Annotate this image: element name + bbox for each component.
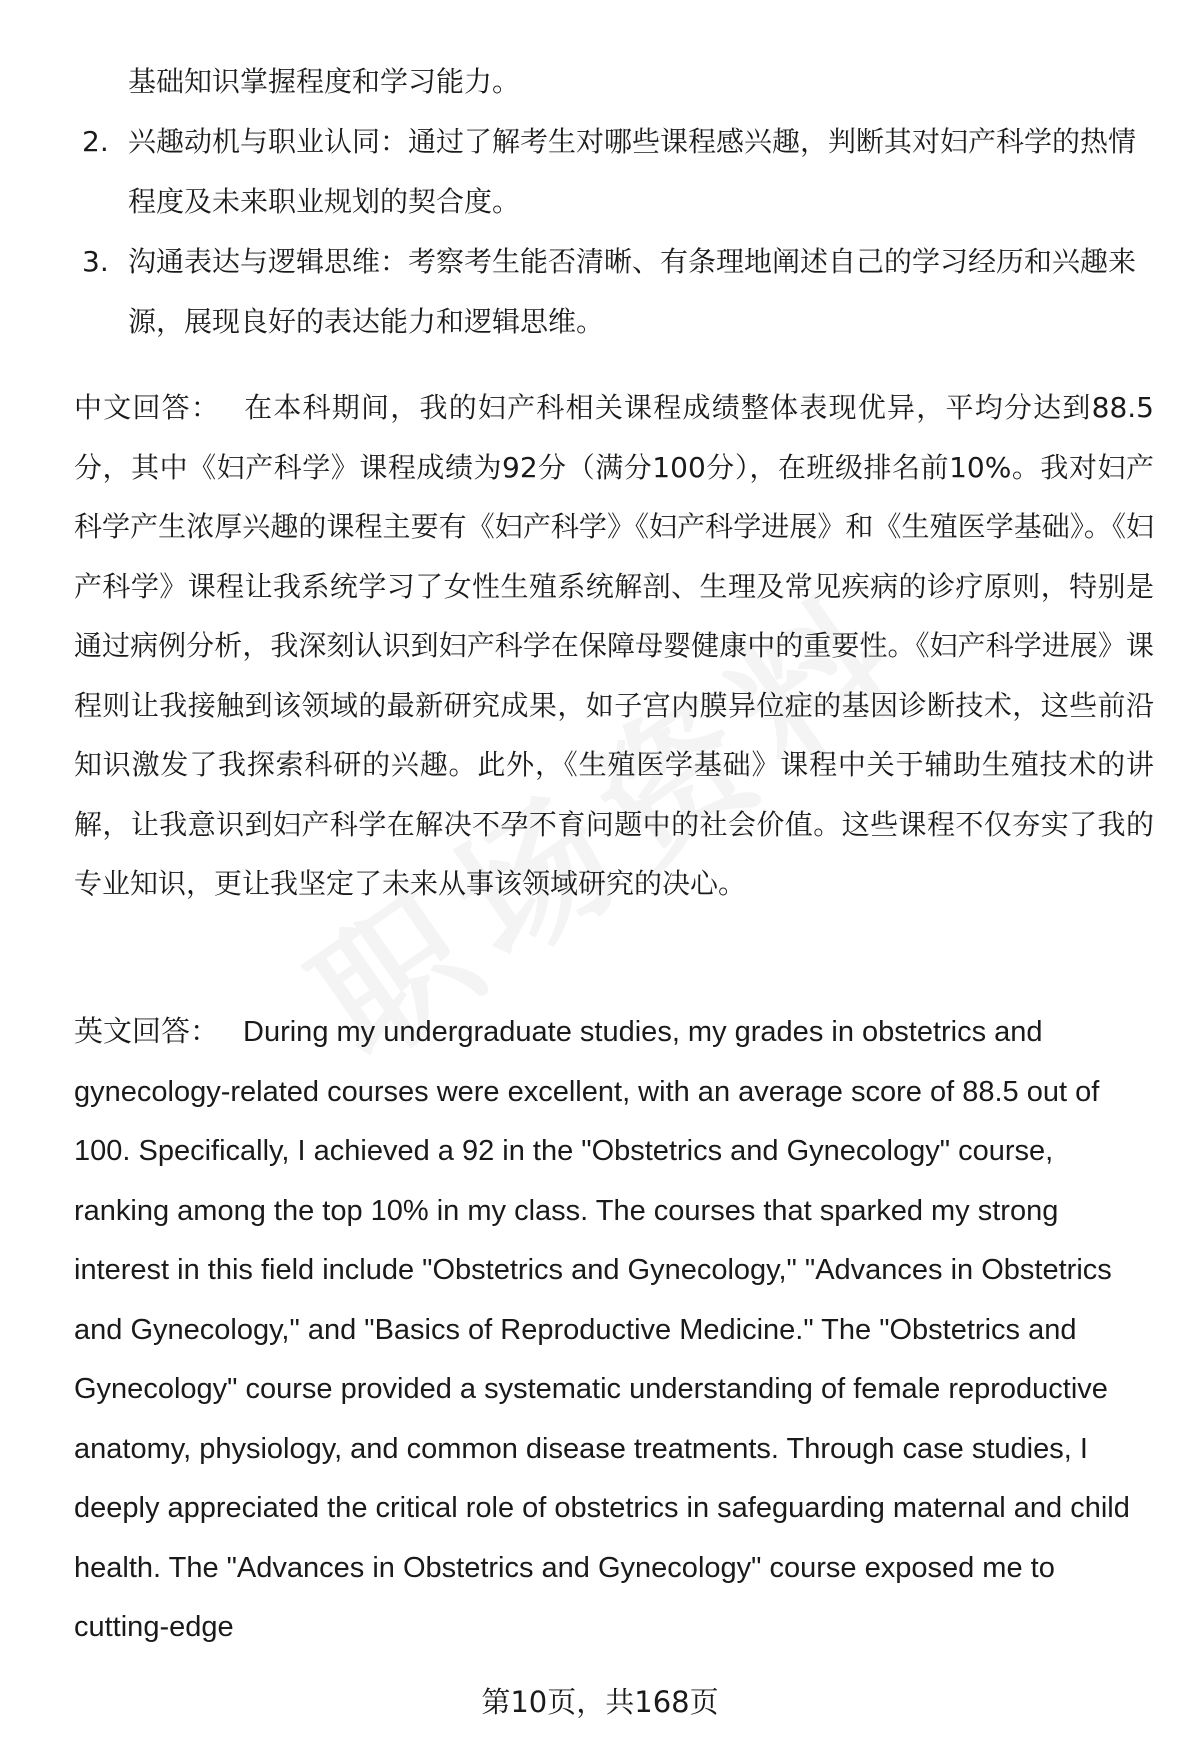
chinese-answer-paragraph <box>74 378 1154 914</box>
english-answer-paragraph <box>74 1003 1154 1658</box>
list-item <box>82 112 1142 232</box>
list-item <box>82 232 1142 352</box>
chinese-answer-label: 中文回答： <box>74 391 221 424</box>
english-answer-text: During my undergraduate studies, my grades in obstetrics and gynecology-related courses were excellent, with an average score of 88.5 out of 100. Specifically, I achieved a 92 in the "Obstetrics and Gynecology" course, ranking among the top 10% in my class. The courses that sparked my strong interest in this field include "Obstetrics and Gynecology," "Advances in Obstetrics and Gynecology," and "Basics of Reproductive Medicine." The "Obstetrics and Gynecology" course provided a systematic understanding of female reproductive anatomy, physiology, and common disease treatments. Through case studies, I deeply appreciated the critical role of obstetrics in safeguarding maternal and child health. The "Advances in Obstetrics and Gynecology" course exposed me to cutting-edge <box>74 1016 1130 1643</box>
list-item-continuation <box>82 52 1142 112</box>
list-item-number: 3. <box>82 245 109 278</box>
list-item-text: 兴趣动机与职业认同：通过了解考生对哪些课程感兴趣，判断其对妇产科学的热情程度及未来职业规划的契合度。 <box>128 125 1137 218</box>
english-answer-label: 英文回答： <box>74 1016 220 1048</box>
list-item-number: 2. <box>82 125 109 158</box>
chinese-answer-text: 在本科期间，我的妇产科相关课程成绩整体表现优异，平均分达到88.5分，其中《妇产科学》课程成绩为92分（满分100分），在班级排名前10%。我对妇产科学产生浓厚兴趣的课程主要有《妇产科学》《妇产科学进展》和《生殖医学基础》。《妇产科学》课程让我系统学习了女性生殖系统解剖、生理及常见疾病的诊疗原则，特别是通过病例分析，我深刻认识到妇产科学在保障母婴健康中的重要性。《妇产科学进展》课程则让我接触到该领域的最新研究成果，如子宫内膜异位症的基因诊断技术，这些前沿知识激发了我探索科研的兴趣。此外，《生殖医学基础》课程中关于辅助生殖技术的讲解，让我意识到妇产科学在解决不孕不育问题中的社会价值。这些课程不仅夯实了我的专业知识，更让我坚定了未来从事该领域研究的决心。 <box>74 391 1154 900</box>
list-item-text: 基础知识掌握程度和学习能力。 <box>128 65 521 98</box>
page-footer: 第10页，共168页 <box>481 1685 719 1719</box>
list-item-text: 沟通表达与逻辑思维：考察考生能否清晰、有条理地阐述自己的学习经历和兴趣来源，展现良好的表达能力和逻辑思维。 <box>128 245 1137 338</box>
criteria-list <box>82 52 1142 352</box>
